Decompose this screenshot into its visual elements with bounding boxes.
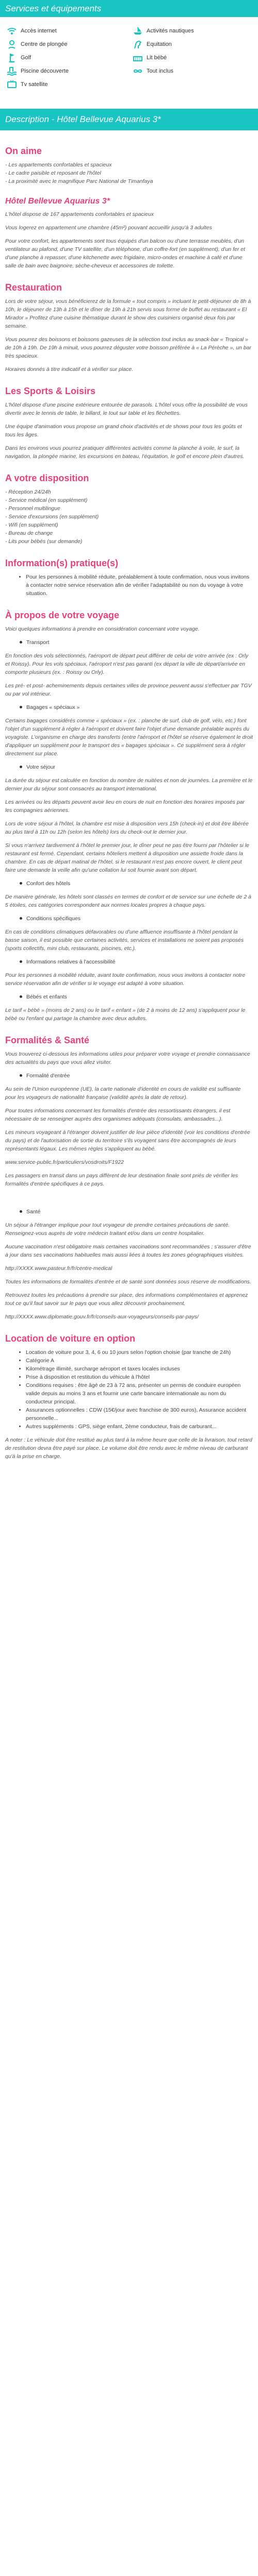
voyage-paragraph: Les arrivées ou les départs peuvent avoir lieu en cours de nuit en fonction des horaires imposés par les compagnies aériennes.: [5, 799, 245, 814]
list-item: - Wifi (en supplément): [5, 522, 58, 528]
sports-paragraph: Dans les environs vous pourrez pratiquer différentes activités comme la planche à voile, le surf, la navigation, la plongée marine, les excursions en bateau, l'équitation, le golf et encore plein d'autres.: [5, 445, 245, 460]
tv-icon: [6, 79, 18, 90]
diving-icon: [6, 39, 18, 50]
sports-paragraph: Une équipe d'animation vous propose un grand choix d'activités et de shows pour tous les goûts et tous les âges.: [5, 423, 242, 438]
service-label: Lit bébé: [147, 55, 167, 61]
sante-paragraph: Les mineurs voyageant à l'étranger doivent justifier de leur pièce d'identité (voir les conditions d'entrée du pays) et de l'autorisation de sortie du territoire s'ils voyagent sans être accompagnés de leurs représentants légaux. Les mêmes règles s'appliquent au bébé.: [5, 1129, 250, 1152]
wifi-icon: [6, 25, 18, 37]
list-item: - Lits pour bébés (sur demande): [5, 538, 83, 545]
list-item: • Assurances optionnelles : CDW (15€/jour avec franchise de 300 euros), Assurance accident personnelle...: [26, 1406, 253, 1422]
formalite-label: Formalité d'entrée: [20, 1072, 253, 1080]
bebes-label: Bébés et enfants: [20, 993, 253, 1001]
baby-cot-icon: [132, 52, 143, 63]
pool-icon: [6, 65, 18, 77]
list-item: - Le cadre paisible et reposant de l'hôtel: [5, 170, 101, 176]
service-item: [6, 52, 126, 63]
on-aime-list: [5, 161, 253, 185]
sante-link[interactable]: http://XXXX.www.diplomatie.gouv.fr/fr/conseils-aux-voyageurs/conseils-par-pays/: [5, 1314, 199, 1320]
sports-title: Les Sports & Loisirs: [5, 386, 96, 396]
services-header: Services et équipements: [0, 0, 258, 17]
bagages-label: Bagages « spéciaux »: [20, 703, 253, 711]
sante-paragraph: Un séjour à l'étranger implique pour tout voyageur de prendre certaines précautions de santé. Renseignez-vous auprès de votre médecin traitant et/ou dans un centre hospitalier.: [5, 1222, 230, 1236]
description-content: [0, 130, 258, 1486]
voyage-paragraph: Lors de votre séjour à l'hôtel, la chambre est mise à disposition vers 15h (check-in) et doit être libérée au plus tard à 11h ou 12h (selon les hôtels) lors du check-out le dernier jour.: [5, 821, 249, 835]
sante-link[interactable]: www.service-public.fr/particuliers/vosdroits/F1922: [5, 1159, 124, 1165]
list-item: - Service d'excursions (en supplément): [5, 514, 99, 520]
service-label: Tout inclus: [147, 68, 173, 74]
sante-paragraph: Toutes les informations de formalités d'entrée et de santé sont données sous réserve de modifications.: [5, 1279, 251, 1285]
information-list: [5, 573, 253, 598]
hotel-paragraph: Pour votre confort, les appartements sont tous équipés d'un balcon ou d'une terrasse meublés, d'un ventilateur au plafond, d'une TV satellite, d'un téléphone, d'un coffre-fort (en supplément), d'un fer et d'une planche à repasser, d'une kitchenette avec frigidaire, micro-ondes et machine à café et d'une salle de bain avec baignoire, sèche-cheveux et accessoires de toilette.: [5, 238, 246, 269]
location-note: A noter : Le véhicule doit être restitué au plus tard à la même heure que celle de la livraison, tout retard de restitution devra être payé sur place. Le volume doit être rendu avec le même niveau de carburant qu'à la prise en charge.: [5, 1437, 252, 1460]
sante-paragraph: Retrouvez toutes les précautions à prendre sur place, des informations complémentaires et apprenez tout ce qu'il faut savoir sur le pays que vous allez découvrir prochainement.: [5, 1292, 248, 1307]
services-grid: [0, 17, 258, 96]
horse-icon: [132, 39, 143, 50]
list-item: - Personnel multilingue: [5, 505, 60, 512]
sante-paragraph: Au sein de l'Union européenne (UE), la carte nationale d'identité en cours de validité est suffisante pour les voyageurs de nationalité française (validité après la date de retour).: [5, 1086, 241, 1100]
voyage-paragraph: Si vous n'arrivez tardivement à l'hôtel le premier jour, le dîner peut ne pas être fourni par l'hôtelier si le restaurant est fermé. Cependant, certains hôteliers mettent à disposition une assiette froide dans la chambre. En cas de départ matinal de l'hôtel, si le restaurant n'est pas encore ouvert, le client peut faire une demande la veille afin qu'une collation lui soit fournie avant son départ.: [5, 842, 249, 873]
transport-label: Transport: [20, 638, 253, 647]
voyage-paragraph: La durée du séjour est calculée en fonction du nombre de nuitées et non de journées. La première et le dernier jour du séjour sont consacrés au transport international.: [5, 777, 253, 792]
list-item: - Service médical (en supplément): [5, 497, 88, 503]
service-label: Tv satellite: [21, 81, 48, 88]
list-item: • Autres suppléments : GPS, siège enfant, 2ème conducteur, frais de carburant...: [26, 1422, 253, 1431]
location-title: Location de voiture en option: [5, 1333, 135, 1344]
voyage-title: À propos de votre voyage: [5, 610, 120, 620]
voyage-intro: Voici quelques informations à prendre en considération concernant votre voyage.: [5, 626, 200, 632]
sante-title: Formalités & Santé: [5, 1035, 90, 1045]
sante-paragraph: Pour toutes informations concernant les formalités d'entrée des ressortissants étrangers, il est nécessaire de se renseigner auprès des organismes adéquats (consulats, ambassades...).: [5, 1108, 231, 1122]
voyage-paragraph: Les pré- et post- acheminements depuis certaines villes de province peuvent aussi s'effectuer par TGV ou par vol intérieur.: [5, 683, 252, 697]
voyage-paragraph: En cas de conditions climatiques défavorables ou d'une affluence insuffisante à l'hôtel pendant la basse saison, il est possible que certaines activités, services et installations ne soient pas proposés (sports collectifs, mini club, restaurants, piscines, etc.).: [5, 929, 244, 952]
service-label: Accès internet: [21, 28, 57, 34]
restauration-paragraph: Horaires donnés à titre indicatif et à vérifier sur place.: [5, 366, 134, 372]
description-header: Description - Hôtel Bellevue Aquarius 3*: [0, 109, 258, 130]
restauration-paragraph: Lors de votre séjour, vous bénéficierez de la formule « tout compris » incluant le petit-déjeuner de 8h à 10h, le déjeuner de 13h à 15h et le dîner de 19h à 21h servis sous forme de buffet au restaurant « El Mirador » Profitez d'une cuisine thématique durant le show des cuisiniers organisé deux fois par semaine.: [5, 298, 251, 329]
voyage-paragraph: Certains bagages considérés comme « spéciaux » (ex. : planche de surf, club de golf, vélo, etc.) font l'objet d'un supplément à régler à l'aéroport et doivent faire l'objet d'une demande préalable auprès du voyagiste. L'organisme en charge des transferts (entre l'aéroport et l'hôtel se réserve également le droit d'appliquer un supplément pour le transport des « bagages spéciaux ». Ce supplément sera à régler directement sur place.: [5, 718, 253, 757]
on-aime-title: On aime: [5, 146, 42, 156]
golf-icon: [6, 52, 18, 63]
service-item: [6, 79, 126, 90]
list-item: - Bureau de change: [5, 530, 53, 536]
voyage-paragraph: Pour les personnes à mobilité réduite, avant toute confirmation, nous vous invitons à contacter notre service réservation afin de vérifier si le voyage est adapté à votre situation.: [5, 972, 246, 987]
list-item: - Les appartements confortables et spacieux: [5, 162, 112, 168]
service-item: [132, 25, 252, 37]
boat-icon: [132, 25, 143, 37]
list-item: - Réception 24/24h: [5, 489, 51, 495]
voyage-paragraph: En fonction des vols sélectionnés, l'aéroport de départ peut différer de celui de votre arrivée (ex : Orly et Roissy). Pour les vols spéciaux, l'aéroport n'est pas garanti (ex départ la ville de départ/arrivée en comporte plusieurs (ex. : Roissy ou Orly).: [5, 653, 249, 675]
list-item: • Prise à disposition et restitution du véhicule à l'hôtel: [26, 1373, 253, 1381]
service-item: [132, 52, 252, 63]
list-item: • Catégorie A: [26, 1357, 253, 1365]
restauration-title: Restauration: [5, 282, 62, 293]
conditions-label: Conditions spécifiques: [20, 914, 253, 923]
sante-link[interactable]: http://XXXX.www.pasteur.fr/fr/centre-medical: [5, 1265, 112, 1272]
voyage-paragraph: De manière générale, les hôtels sont classés en termes de confort et de service sur une échelle de 2 à 5 étoiles, ces catégories correspondent aux normes locales propres à chaque pays.: [5, 894, 251, 908]
list-item: - La proximité avec le magnifique Parc National de Timanfaya: [5, 178, 153, 184]
sports-paragraph: L'hôtel dispose d'une piscine extérieure entourée de parasols. L'hôtel vous offre la possibilité de vous divertir avec le tennis de table, le billard, le tout sur table et les fléchettes.: [5, 402, 248, 416]
service-item: [6, 39, 126, 50]
all-inclusive-icon: [132, 65, 143, 77]
service-label: Equitation: [147, 41, 172, 47]
service-item: [132, 39, 252, 50]
disposition-title: A votre disposition: [5, 473, 89, 483]
service-label: Activités nautiques: [147, 28, 194, 34]
information-title: Information(s) pratique(s): [5, 558, 118, 568]
sante-intro: Vous trouverez ci-dessous les informations utiles pour préparer votre voyage et prendre connaissance des actualités du pays que vous allez visiter.: [5, 1051, 250, 1065]
location-list: [5, 1348, 253, 1431]
list-item: • Pour les personnes à mobilité réduite, préalablement à toute confirmation, nous vous invitons à contacter notre service réservation afin de vérifier l'adaptabilité ou non du voyage à votre situation.: [26, 573, 253, 598]
service-item: [6, 25, 126, 37]
service-label: Piscine découverte: [21, 68, 69, 74]
sejour-label: Votre séjour: [20, 763, 253, 771]
list-item: • Kilométrage illimité, surcharge aéroport et taxes locales incluses: [26, 1365, 253, 1373]
hotel-paragraph: Vous logerez en appartement une chambre (45m²) pouvant accueillir jusqu'à 3 adultes: [5, 225, 212, 231]
service-label: Golf: [21, 55, 31, 61]
voyage-paragraph: Le tarif « bébé » (moins de 2 ans) ou le tarif « enfant » (de 2 à moins de 12 ans) s'appliquent pour le bébé ou l'enfant qui partage la chambre avec deux adultes.: [5, 1007, 246, 1022]
hotel-title: Hôtel Bellevue Aquarius 3*: [5, 197, 110, 206]
list-item: • Conditions requises : être âgé de 23 à 72 ans, présenter un permis de conduire européen valide depuis au moins 3 ans et fournir une carte bancaire internationale au nom du conducteur principal.: [26, 1381, 253, 1406]
hotel-paragraph: L'hôtel dispose de 167 appartements confortables et spacieux: [5, 211, 154, 217]
disposition-list: [5, 488, 253, 546]
accessibilite-label: Informations relatives à l'accessibilité: [20, 958, 253, 966]
confort-label: Confort des hôtels: [20, 879, 253, 888]
sante-paragraph: Les passagers en transit dans un pays différent de leur destination finale sont priés de vérifier les formalités d'entrée spécifiques à ce pays.: [5, 1173, 238, 1187]
restauration-paragraph: Vous pourrez des boissons et boissons gazeuses de la sélection tout inclus au snack-bar « Tropical » de 10h à 19h. De 19h à minuit, vous pourrez déguster votre boisson préférée à « La Pérèche », un bar très spacieux.: [5, 336, 251, 359]
sante-label: Santé: [20, 1208, 253, 1216]
service-item: [6, 65, 126, 77]
sante-paragraph: Aucune vaccination n'est obligatoire mais certaines vaccinations sont recommandées ; s'assurer d'être à jour dans ses vaccinations habituelles mais aussi liées à toutes les zones géographiques visitées.: [5, 1244, 251, 1258]
list-item: • Location de voiture pour 3, 4, 6 ou 10 jours selon l'option choisie (par tranche de 24h): [26, 1348, 253, 1357]
service-label: Centre de plongée: [21, 41, 68, 47]
service-item: [132, 65, 252, 77]
